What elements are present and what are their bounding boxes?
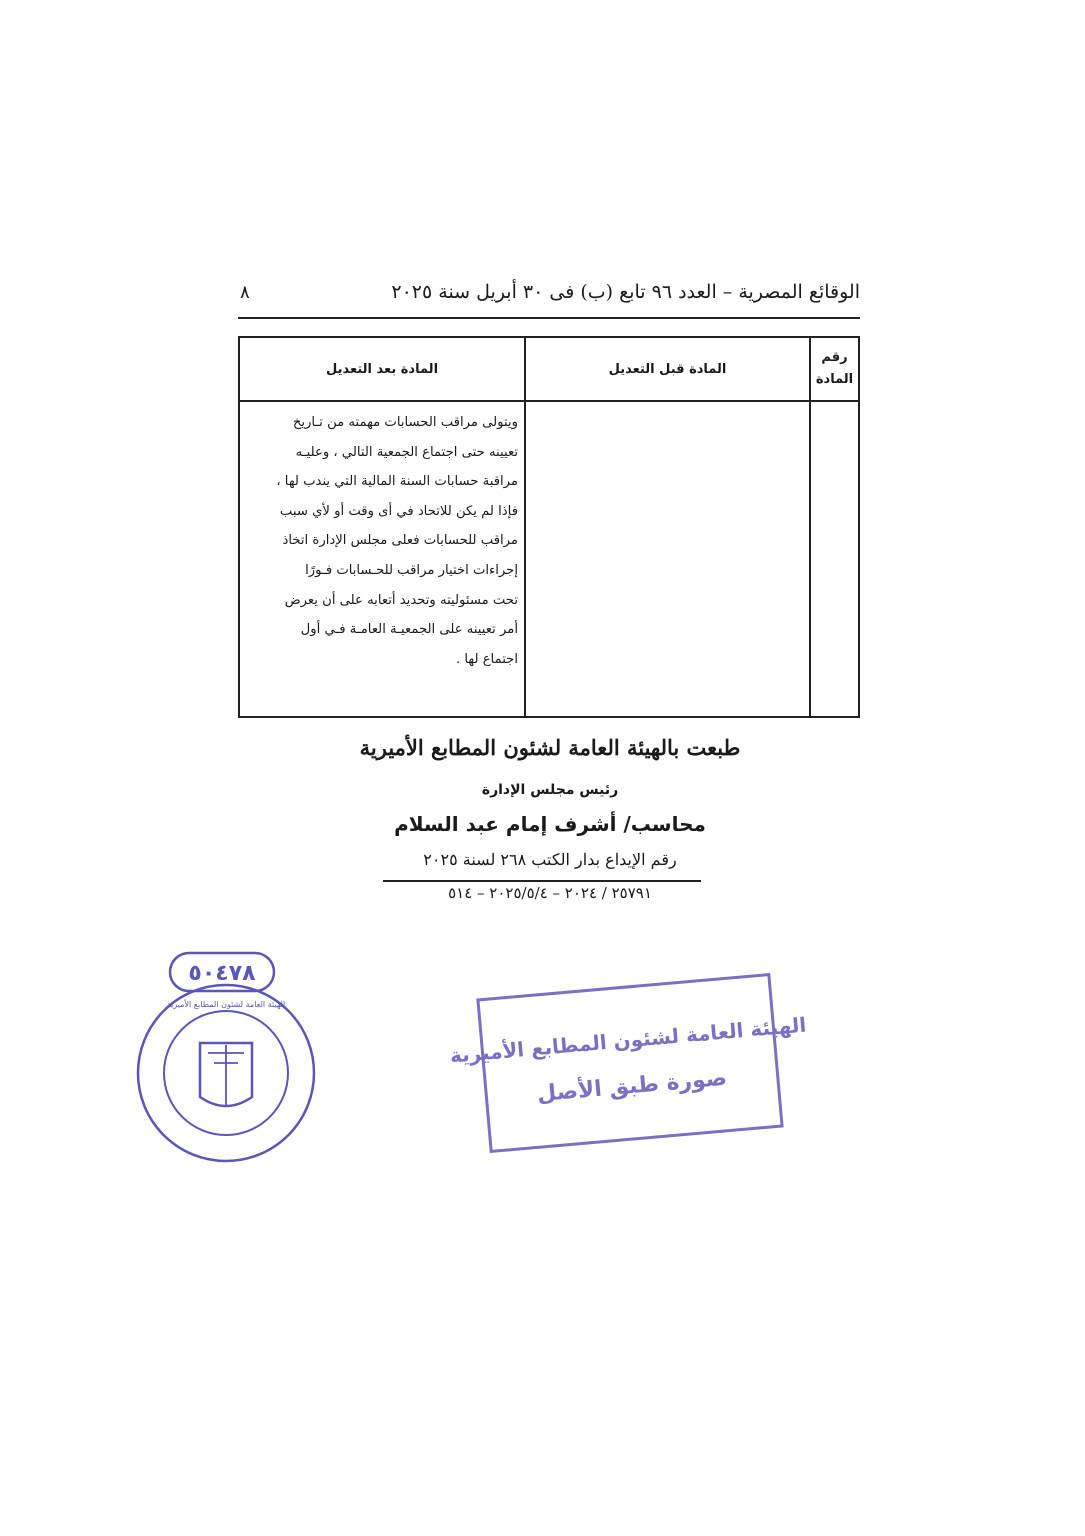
text-line: مراقبة حسابات السنة المالية التي يندب لها ، xyxy=(276,474,518,490)
stamp-border xyxy=(478,975,782,1152)
text-line: مراقب للحسابات فعلى مجلس الإدارة اتخاذ xyxy=(282,533,518,549)
column-header-after: المادة بعد التعديل xyxy=(325,361,439,377)
page-header xyxy=(240,272,860,312)
column-header-before: المادة قبل التعديل xyxy=(608,361,727,377)
column-header-line: المادة xyxy=(815,372,854,387)
footer-divider xyxy=(383,880,701,882)
column-header-article-number xyxy=(811,338,858,400)
text-line: ويتولى مراقب الحسابات مهمته من تـاريخ xyxy=(292,415,518,430)
deposit-number: رقم الإيداع بدار الكتب ٢٦٨ لسنة ٢٠٢٥ xyxy=(423,850,677,869)
column-header-line: رقم xyxy=(821,350,848,365)
article-after-text xyxy=(246,408,518,674)
amendment-table xyxy=(238,336,860,718)
header-divider xyxy=(238,317,860,319)
stamp-line-2: صورة طبق الأصل xyxy=(536,1065,728,1108)
text-line: تحت مسئوليته وتحديد أتعابه على أن يعرض xyxy=(284,592,518,608)
header-row-divider xyxy=(240,400,858,402)
text-line: فإذا لم يكن للاتحاد في أى وقت أو لأي سبب xyxy=(279,503,518,519)
chairman-title: رئيس مجلس الإدارة xyxy=(481,782,619,798)
gazette-title: الوقائع المصرية – العدد ٩٦ تابع (ب) فى ٣٠ أبريل سنة ٢٠٢٥ xyxy=(391,281,860,303)
text-line: إجراءات اختيار مراقب للحـسابات فـورًا xyxy=(305,562,518,578)
stamp-line-1: الهيئة العامة لشئون المطابع الأميرية xyxy=(448,1012,808,1068)
text-line: تعيينه حتى اجتماع الجمعية التالي ، وعليـه xyxy=(295,444,518,460)
seal-number: ٥٠٤٧٨ xyxy=(188,961,256,986)
official-seal xyxy=(108,945,338,1175)
seal-ring-text: الهيئة العامة لشئون المطابع الأميرية xyxy=(166,1000,286,1009)
text-line: أمر تعيينه على الجمعيـة العامـة فـي أول xyxy=(300,622,518,638)
page-number: ٨ xyxy=(240,281,250,303)
text-line: اجتماع لها . xyxy=(456,651,518,667)
certified-copy-stamp xyxy=(448,965,808,1160)
chairman-name: محاسب/ أشرف إمام عبد السلام xyxy=(394,812,706,836)
printer-line: طبعت بالهيئة العامة لشئون المطابع الأميرية xyxy=(359,735,741,760)
print-code: ٢٥٧٩١ / ٢٠٢٤ – ٢٠٢٥/٥/٤ – ٥١٤ xyxy=(448,884,652,902)
